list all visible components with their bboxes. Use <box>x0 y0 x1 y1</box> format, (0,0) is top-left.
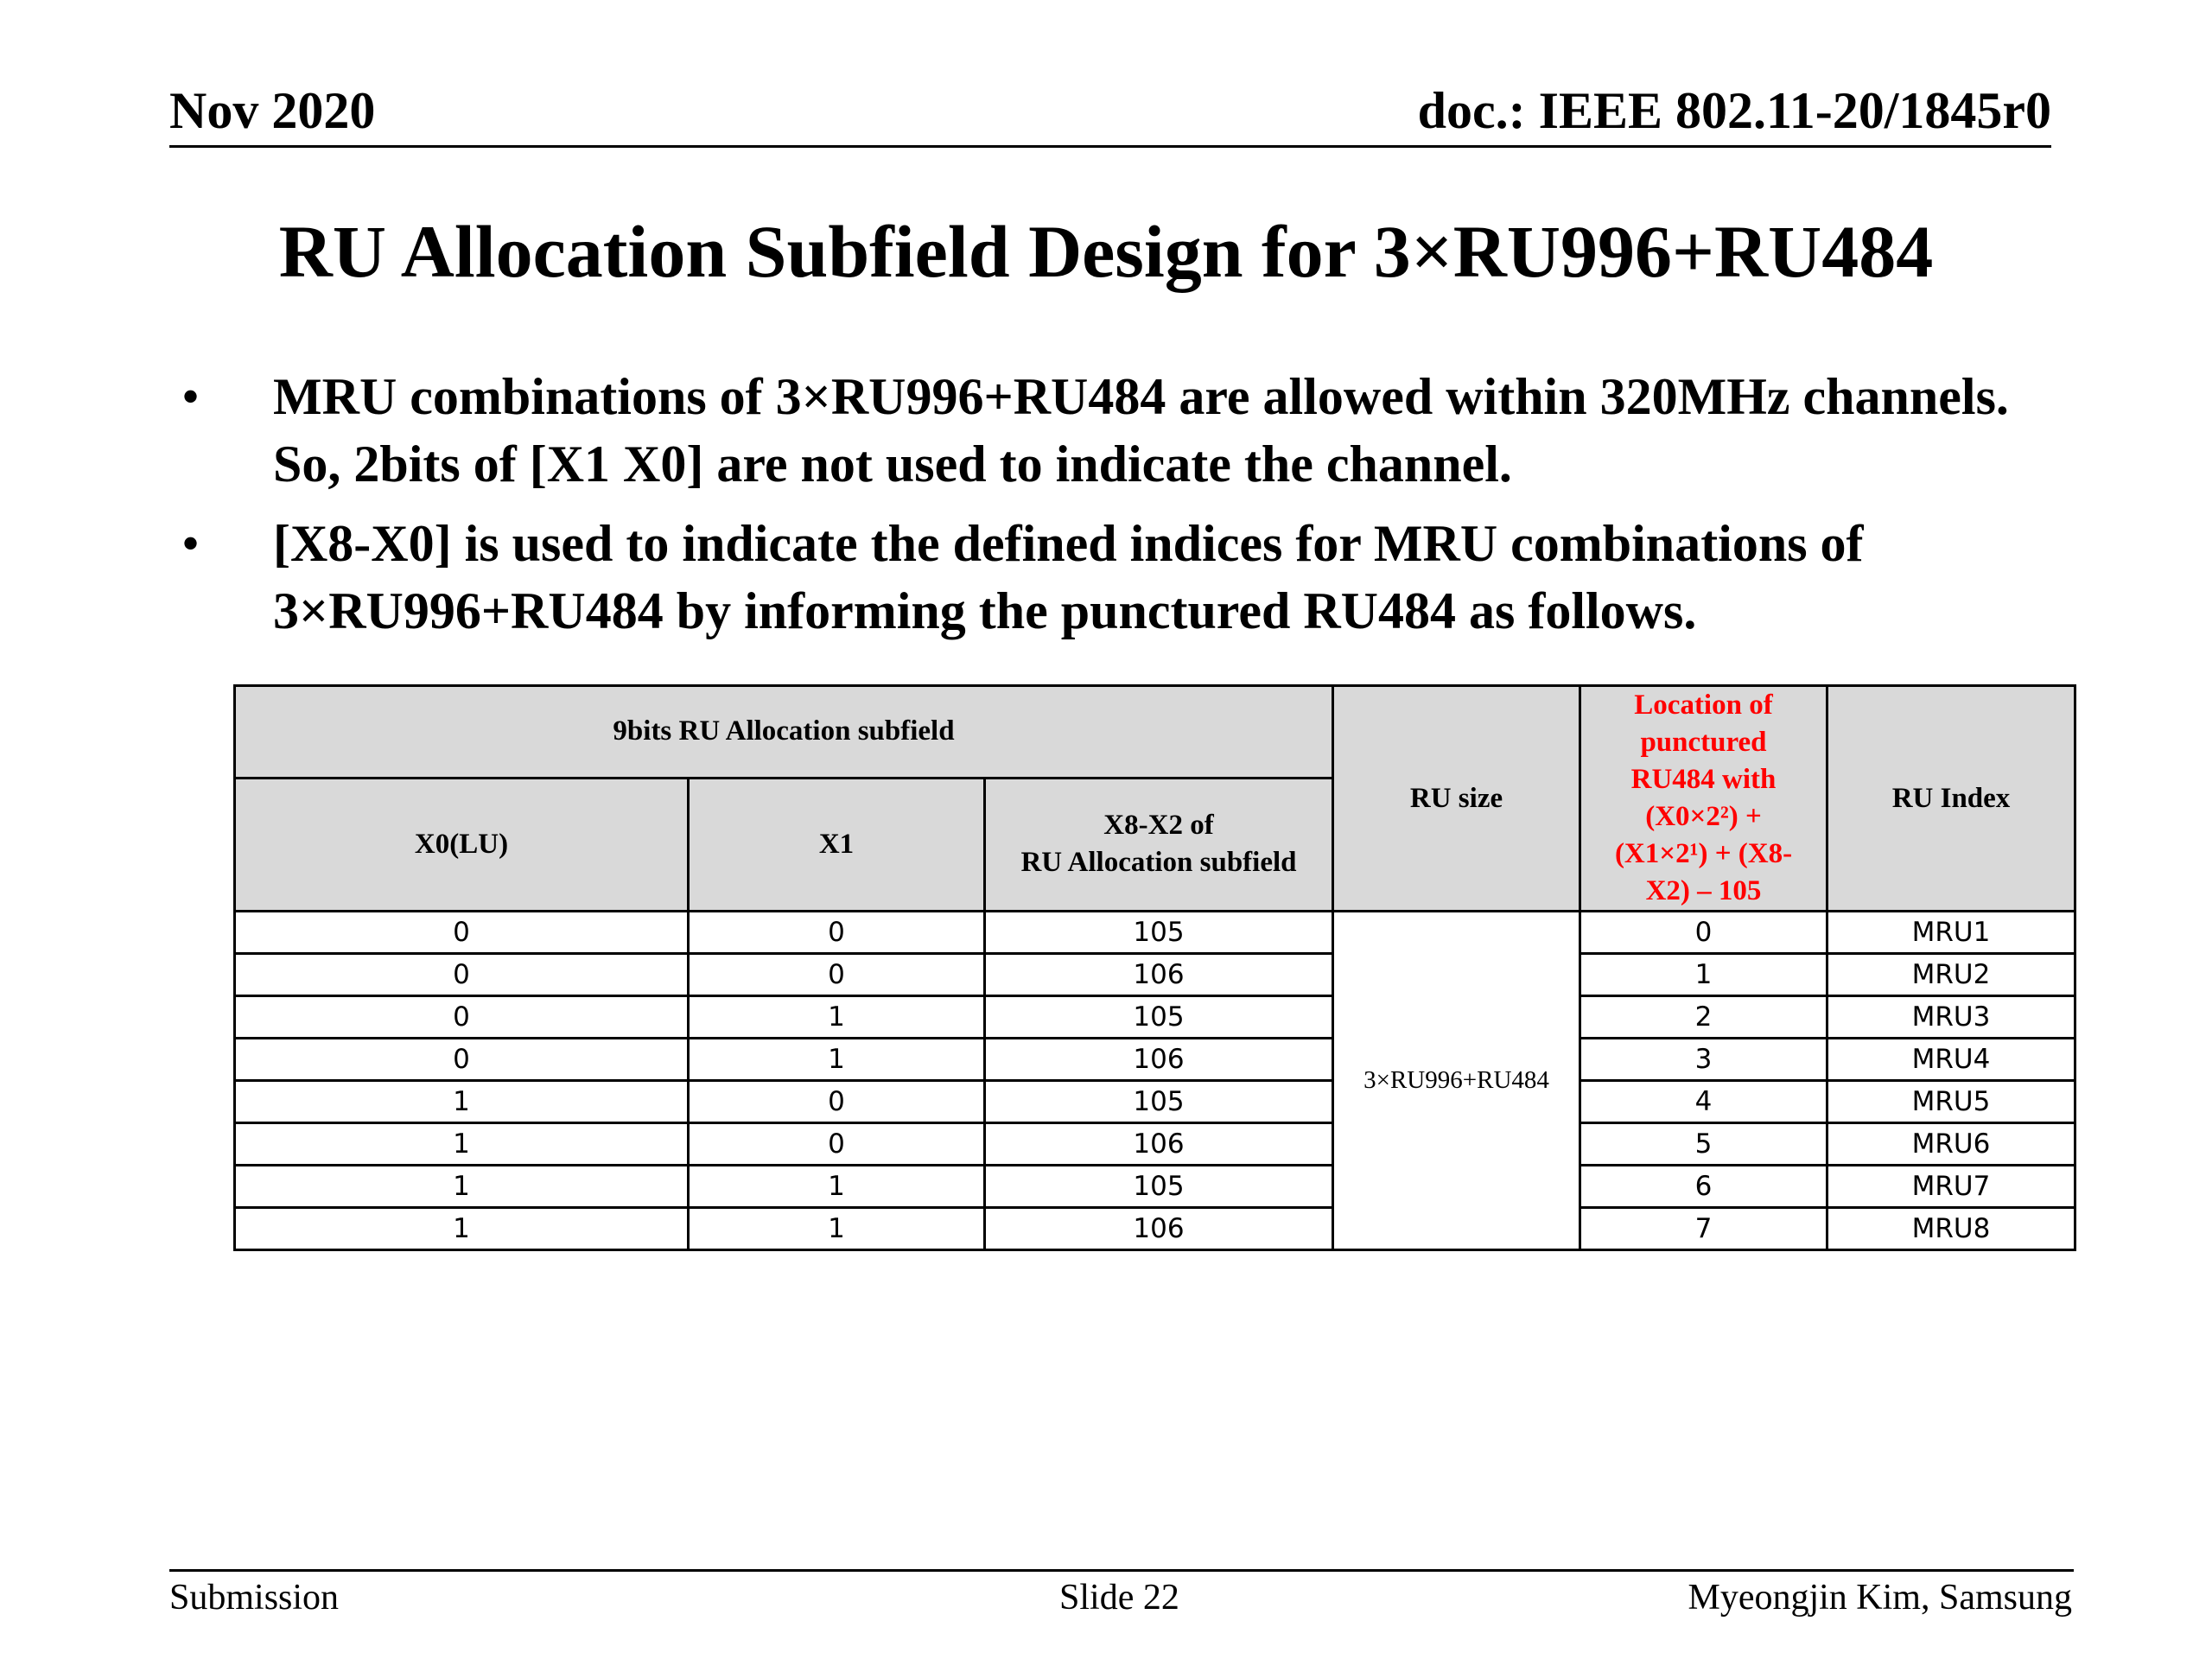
header-x8-x2 <box>985 778 1333 911</box>
cell-location: 1 <box>1580 954 1827 996</box>
cell-x8-x2: 105 <box>985 996 1333 1039</box>
cell-x0: 0 <box>235 996 689 1039</box>
table-row <box>235 996 2075 1039</box>
header-x0: X0(LU) <box>235 778 689 911</box>
table-row <box>235 1166 2075 1208</box>
bullet-item <box>181 510 2065 645</box>
footer-author: Myeongjin Kim, Samsung <box>1688 1578 2072 1618</box>
header-ru-index: RU Index <box>1827 686 2075 912</box>
cell-x0: 1 <box>235 1081 689 1123</box>
bullet-item <box>181 363 2065 498</box>
header-location-line: (X1×2¹) + (X8- <box>1614 838 1793 869</box>
cell-x8-x2: 106 <box>985 1039 1333 1081</box>
header-location-line: Location of <box>1634 690 1773 721</box>
header-x1: X1 <box>689 778 985 911</box>
cell-ru-index: MRU8 <box>1827 1208 2075 1250</box>
cell-x1: 1 <box>689 1039 985 1081</box>
cell-location: 3 <box>1580 1039 1827 1081</box>
header-location-line: X2) – 105 <box>1645 875 1762 906</box>
footer-slide-number: Slide 22 <box>1059 1578 1179 1618</box>
table-row <box>235 954 2075 996</box>
cell-x0: 1 <box>235 1208 689 1250</box>
cell-ru-index: MRU1 <box>1827 912 2075 954</box>
header-punctured-location <box>1580 686 1827 912</box>
header-location-line: punctured <box>1640 727 1767 758</box>
cell-x0: 0 <box>235 1039 689 1081</box>
cell-ru-index: MRU4 <box>1827 1039 2075 1081</box>
bullet-list <box>181 363 2065 657</box>
cell-ru-index: MRU6 <box>1827 1123 2075 1166</box>
table-row <box>235 1123 2075 1166</box>
cell-x8-x2: 106 <box>985 1123 1333 1166</box>
bullet-text: [X8-X0] is used to indicate the defined indices for MRU combinations of 3×RU996+RU484 by informing the punctured RU484 as follows. <box>273 515 1864 639</box>
cell-x0: 1 <box>235 1166 689 1208</box>
header-date: Nov 2020 <box>169 82 376 139</box>
cell-x0: 0 <box>235 912 689 954</box>
footer-submission: Submission <box>169 1578 340 1618</box>
header-x8-x2-line: RU Allocation subfield <box>1020 847 1297 879</box>
cell-x0: 1 <box>235 1123 689 1166</box>
cell-x8-x2: 106 <box>985 954 1333 996</box>
bullet-marker: • <box>181 368 200 425</box>
cell-location: 7 <box>1580 1208 1827 1250</box>
bullet-marker: • <box>181 515 200 572</box>
cell-ru-index: MRU2 <box>1827 954 2075 996</box>
header-divider <box>169 145 2051 148</box>
cell-location: 2 <box>1580 996 1827 1039</box>
header-group-cell: 9bits RU Allocation subfield <box>235 686 1333 779</box>
cell-x1: 1 <box>689 1166 985 1208</box>
cell-ru-index: MRU5 <box>1827 1081 2075 1123</box>
header-location-line: (X0×2²) + <box>1645 801 1762 832</box>
cell-location: 5 <box>1580 1123 1827 1166</box>
cell-ru-index: MRU7 <box>1827 1166 2075 1208</box>
table-header-row <box>235 686 2075 779</box>
ru-allocation-table <box>233 684 2076 1251</box>
bullet-text: MRU combinations of 3×RU996+RU484 are allowed within 320MHz channels. So, 2bits of [X1 X0] are not used to indicate the channel. <box>273 368 2009 493</box>
header-location-line: RU484 with <box>1630 764 1777 795</box>
table-row <box>235 912 2075 954</box>
slide-title: RU Allocation Subfield Design for 3×RU996+RU484 <box>278 210 1934 293</box>
cell-x1: 0 <box>689 1123 985 1166</box>
cell-x0: 0 <box>235 954 689 996</box>
cell-x8-x2: 105 <box>985 1081 1333 1123</box>
cell-ru-index: MRU3 <box>1827 996 2075 1039</box>
cell-x1: 0 <box>689 1081 985 1123</box>
header-ru-size: RU size <box>1333 686 1580 912</box>
header-x8-x2-line: X8-X2 of <box>1103 810 1214 842</box>
cell-x1: 1 <box>689 1208 985 1250</box>
cell-x8-x2: 105 <box>985 912 1333 954</box>
cell-x8-x2: 106 <box>985 1208 1333 1250</box>
cell-location: 6 <box>1580 1166 1827 1208</box>
cell-location: 4 <box>1580 1081 1827 1123</box>
cell-ru-size: 3×RU996+RU484 <box>1333 912 1580 1250</box>
table-row <box>235 1208 2075 1250</box>
cell-x1: 1 <box>689 996 985 1039</box>
footer-divider <box>169 1569 2074 1572</box>
table-row <box>235 1039 2075 1081</box>
header-doc-id: doc.: IEEE 802.11-20/1845r0 <box>1417 82 2051 139</box>
cell-location: 0 <box>1580 912 1827 954</box>
cell-x1: 0 <box>689 912 985 954</box>
table-row <box>235 1081 2075 1123</box>
cell-x1: 0 <box>689 954 985 996</box>
cell-x8-x2: 105 <box>985 1166 1333 1208</box>
